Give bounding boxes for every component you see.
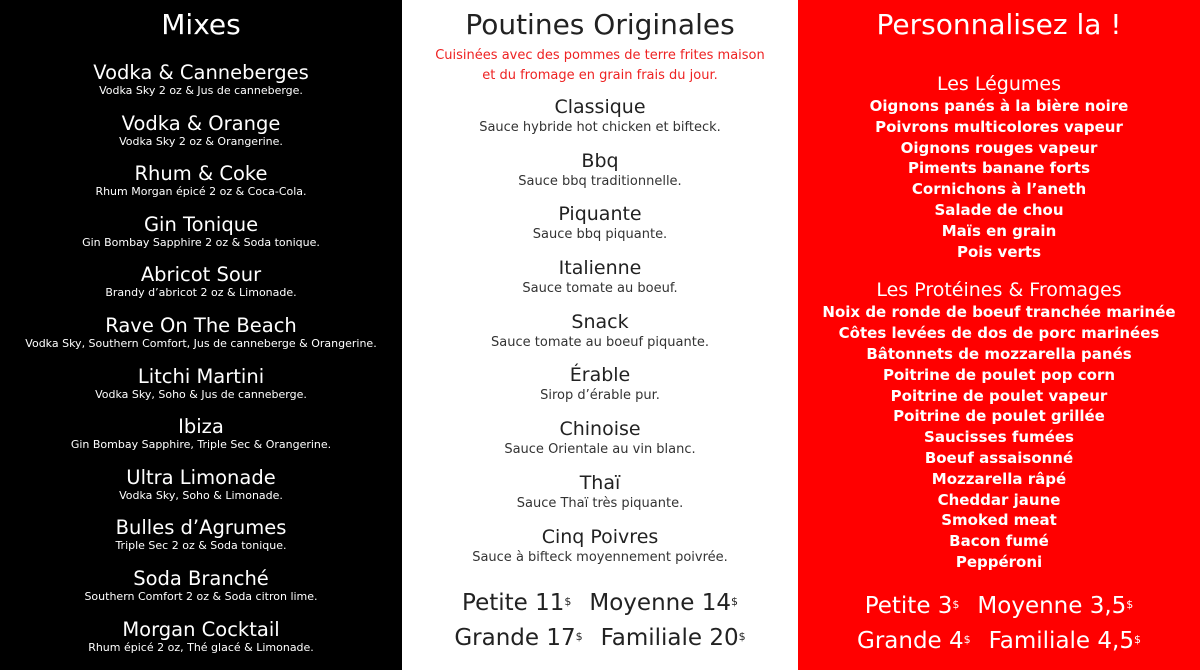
legume-item: Poivrons multicolores vapeur xyxy=(875,117,1123,136)
legume-item: Salade de chou xyxy=(934,200,1064,219)
price-value-familiale: 4,5 xyxy=(1097,627,1134,654)
mix-name: Rhum & Coke xyxy=(134,162,268,186)
mix-name: Ultra Limonade xyxy=(126,465,276,489)
poutine-name: Cinq Poivres xyxy=(541,525,659,548)
mix-item xyxy=(0,213,402,264)
mixes-title: Mixes xyxy=(161,8,241,41)
mix-description: Vodka Sky 2 oz & Orangerine. xyxy=(119,134,283,148)
legume-item: Cornichons à l’aneth xyxy=(911,180,1087,199)
price-value-petite: 3 xyxy=(937,592,953,619)
poutine-description: Sauce tomate au boeuf piquante. xyxy=(491,334,709,350)
mix-description: Vodka Sky, Soho & Limonade. xyxy=(119,488,283,502)
poutine-item xyxy=(402,95,798,149)
legumes-list xyxy=(798,96,1200,262)
proteine-item: Cheddar jaune xyxy=(937,490,1061,509)
mix-name: Abricot Sour xyxy=(140,263,262,287)
price-value-grande: 4 xyxy=(949,627,964,654)
mix-description: Vodka Sky, Soho & Jus de canneberge. xyxy=(95,387,307,401)
proteine-item: Poitrine de poulet pop corn xyxy=(882,365,1116,384)
mixes-list xyxy=(0,61,402,668)
proteine-item: Bacon fumé xyxy=(949,532,1049,551)
price-value-familiale: 20 xyxy=(709,625,739,652)
currency-symbol: $ xyxy=(738,630,746,644)
poutines-subtitle xyxy=(402,46,798,86)
custom-title: Personnalisez la ! xyxy=(876,8,1122,41)
poutine-item xyxy=(402,310,798,364)
proteine-item: Bâtonnets de mozzarella panés xyxy=(866,344,1132,363)
mix-name: Gin Tonique xyxy=(143,212,259,236)
legume-item: Maïs en grain xyxy=(941,221,1057,240)
poutine-item xyxy=(402,471,798,525)
poutine-description: Sauce bbq traditionnelle. xyxy=(518,173,682,189)
mixes-column xyxy=(0,0,402,670)
mix-description: Gin Bombay Sapphire 2 oz & Soda tonique. xyxy=(82,235,320,249)
price-line-2 xyxy=(402,621,798,656)
proteine-item: Poitrine de poulet grillée xyxy=(893,407,1105,426)
mix-name: Vodka & Orange xyxy=(121,111,281,135)
price-label-grande: Grande xyxy=(454,625,540,652)
price-label-petite: Petite xyxy=(462,590,528,617)
poutine-description: Sauce bbq piquante. xyxy=(532,227,668,243)
subtitle-line-2: et du fromage en grain frais du jour. xyxy=(482,68,718,83)
mix-item xyxy=(0,112,402,163)
poutine-prices xyxy=(402,586,798,656)
legume-item: Oignons rouges vapeur xyxy=(900,138,1098,157)
poutine-description: Sauce tomate au boeuf. xyxy=(522,281,678,297)
price-value-moyenne: 3,5 xyxy=(1089,592,1127,619)
custom-column xyxy=(798,0,1200,670)
currency-symbol: $ xyxy=(1126,597,1134,611)
mix-item xyxy=(0,567,402,618)
price-value-grande: 17 xyxy=(546,625,576,652)
mix-description: Southern Comfort 2 oz & Soda citron lime. xyxy=(84,589,318,603)
poutine-name: Érable xyxy=(569,364,631,387)
price-line-2 xyxy=(798,624,1200,659)
mix-name: Soda Branché xyxy=(133,566,269,590)
mix-name: Morgan Cocktail xyxy=(122,617,280,641)
price-line-1 xyxy=(798,589,1200,624)
mix-description: Vodka Sky 2 oz & Jus de canneberge. xyxy=(99,84,303,97)
price-label-familiale: Familiale xyxy=(600,625,703,652)
poutine-name: Piquante xyxy=(558,203,642,226)
poutine-name: Italienne xyxy=(558,257,642,280)
mix-description: Triple Sec 2 oz & Soda tonique. xyxy=(115,539,287,553)
proteine-item: Poitrine de poulet vapeur xyxy=(890,386,1108,405)
poutines-list xyxy=(402,95,798,578)
mix-item xyxy=(0,61,402,112)
proteine-item: Noix de ronde de boeuf tranchée marinée xyxy=(822,303,1176,322)
mix-description: Rhum épicé 2 oz, Thé glacé & Limonade. xyxy=(88,640,314,654)
poutine-item xyxy=(402,525,798,579)
mix-name: Ibiza xyxy=(178,415,224,439)
proteines-list xyxy=(798,302,1200,572)
mix-name: Litchi Martini xyxy=(137,364,265,388)
poutine-name: Thaï xyxy=(579,471,621,494)
price-value-moyenne: 14 xyxy=(701,590,731,617)
price-label-grande: Grande xyxy=(857,627,942,654)
price-value-petite: 11 xyxy=(535,590,565,617)
poutine-name: Bbq xyxy=(581,149,619,172)
price-label-familiale: Familiale xyxy=(988,627,1091,654)
poutine-item xyxy=(402,202,798,256)
poutine-name: Snack xyxy=(571,310,629,333)
mix-name: Bulles d’Agrumes xyxy=(115,516,287,540)
legume-item: Oignons panés à la bière noire xyxy=(869,97,1129,115)
currency-symbol: $ xyxy=(575,630,583,644)
price-label-moyenne: Moyenne xyxy=(589,590,695,617)
custom-prices xyxy=(798,589,1200,659)
proteines-title: Les Protéines & Fromages xyxy=(876,279,1122,302)
poutine-description: Sauce hybride hot chicken et bifteck. xyxy=(479,120,721,135)
mix-item xyxy=(0,314,402,365)
proteine-item: Peppéroni xyxy=(955,552,1043,571)
legume-item: Piments banane forts xyxy=(908,159,1090,178)
proteine-item: Smoked meat xyxy=(941,511,1057,530)
mix-description: Rhum Morgan épicé 2 oz & Coca-Cola. xyxy=(95,185,307,199)
mix-name: Vodka & Canneberges xyxy=(93,61,309,84)
poutine-name: Chinoise xyxy=(559,418,641,441)
mix-item xyxy=(0,365,402,416)
mix-item xyxy=(0,516,402,567)
price-line-1 xyxy=(402,586,798,621)
proteine-item: Côtes levées de dos de porc marinées xyxy=(838,324,1160,343)
poutine-description: Sauce à bifteck moyennement poivrée. xyxy=(472,549,728,565)
mix-description: Vodka Sky, Southern Comfort, Jus de canneberge & Orangerine. xyxy=(25,336,377,350)
mix-description: Brandy d’abricot 2 oz & Limonade. xyxy=(105,286,297,300)
proteine-item: Boeuf assaisonné xyxy=(924,448,1074,467)
mix-item xyxy=(0,618,402,669)
currency-symbol: $ xyxy=(963,632,971,646)
poutine-description: Sirop d’érable pur. xyxy=(540,388,660,404)
poutine-item xyxy=(402,363,798,417)
proteine-item: Saucisses fumées xyxy=(924,428,1074,447)
poutine-item xyxy=(402,256,798,310)
mix-item xyxy=(0,162,402,213)
poutines-column xyxy=(402,0,798,670)
poutine-name: Classique xyxy=(554,96,646,118)
poutines-title: Poutines Originales xyxy=(465,8,735,41)
mix-item xyxy=(0,415,402,466)
poutine-item xyxy=(402,149,798,203)
mix-description: Gin Bombay Sapphire, Triple Sec & Orangerine. xyxy=(70,438,332,452)
currency-symbol: $ xyxy=(730,595,738,609)
currency-symbol: $ xyxy=(952,597,960,611)
poutine-description: Sauce Orientale au vin blanc. xyxy=(504,442,696,458)
currency-symbol: $ xyxy=(1133,632,1141,646)
poutine-item xyxy=(402,417,798,471)
mix-name: Rave On The Beach xyxy=(105,313,297,337)
currency-symbol: $ xyxy=(564,595,572,609)
price-label-petite: Petite xyxy=(864,592,931,619)
subtitle-line-1: Cuisinées avec des pommes de terre frites maison xyxy=(435,48,765,63)
price-label-moyenne: Moyenne xyxy=(977,592,1083,619)
legumes-title: Les Légumes xyxy=(936,73,1062,95)
legume-item: Pois verts xyxy=(956,242,1042,261)
mix-item xyxy=(0,466,402,517)
mix-item xyxy=(0,263,402,314)
poutine-description: Sauce Thaï très piquante. xyxy=(516,495,684,511)
proteine-item: Mozzarella râpé xyxy=(931,469,1067,488)
